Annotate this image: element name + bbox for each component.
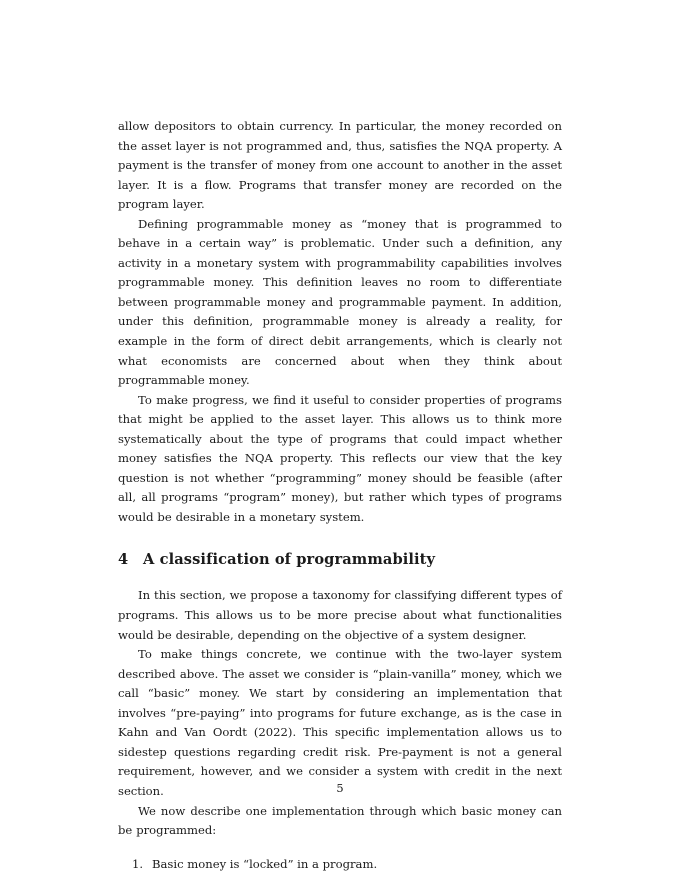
text-column [118, 117, 562, 874]
page-number: 5 [336, 781, 344, 795]
heading-bottom-spacer [118, 570, 562, 586]
paragraph-in-this-section: In this section, we propose a taxonomy for classifying different types of programs. This allows us to be more precise about what functionalities would be desirable, depending on the objective of a system designer. [118, 588, 562, 642]
section-heading-4 [118, 550, 562, 570]
paragraph-defining-programmable-money: Defining programmable money as “money that is programmed to behave in a certain way” is problematic. Under such a definition, any activity in a monetary system with programmability capabilities involves programmable money. This definition leaves no room to differentiate between programmable money and programmable payment. In addition, under this definition, programmable money is already a reality, for example in the form of direct debit arrangements, which is clearly not what economists are concerned about when they think about programmable money. [118, 216, 562, 388]
paragraph-to-make-things-concrete: To make things concrete, we continue with the two-layer system described above. The asset we consider is “plain-vanilla” money, which we call “basic” money. We start by considering an implementation that involves “pre-paying” into programs for future exchange, as is the case in Kahn and Van Oordt (2022). This specific implementation allows us to sidestep questions regarding credit risk. Pre-payment is not a general requirement, however, and we consider a system with credit in the next section. [118, 647, 562, 798]
list-item [118, 855, 562, 875]
list-item-marker: 1. [132, 856, 144, 871]
list-item-label: Basic money is “locked” in a program. [152, 856, 378, 871]
implementation-step-list [118, 855, 562, 875]
section-title: A classification of programmability [143, 551, 436, 569]
heading-top-spacer [118, 527, 562, 550]
paragraph-allow-depositors: allow depositors to obtain currency. In particular, the money recorded on the asset layer is not programmed and, thus, satisfies the NQA property. A payment is the transfer of money from one account to another in the asset layer. It is a flow. Programs that transfer money are recorded on the program layer. [118, 119, 562, 212]
list-top-spacer [118, 841, 562, 855]
paragraph-to-make-progress: To make progress, we find it useful to consider properties of programs that might be applied to the asset layer. This allows us to think more systematically about the type of programs that could impact whether money satisfies the NQA property. This reflects our view that the key question is not whether “programming” money should be feasible (after all, all programs “program” money), but rather which types of programs would be desirable in a monetary system. [118, 392, 562, 524]
paragraph-we-now-describe: We now describe one implementation through which basic money can be programmed: [118, 803, 562, 838]
section-number: 4 [118, 551, 129, 569]
